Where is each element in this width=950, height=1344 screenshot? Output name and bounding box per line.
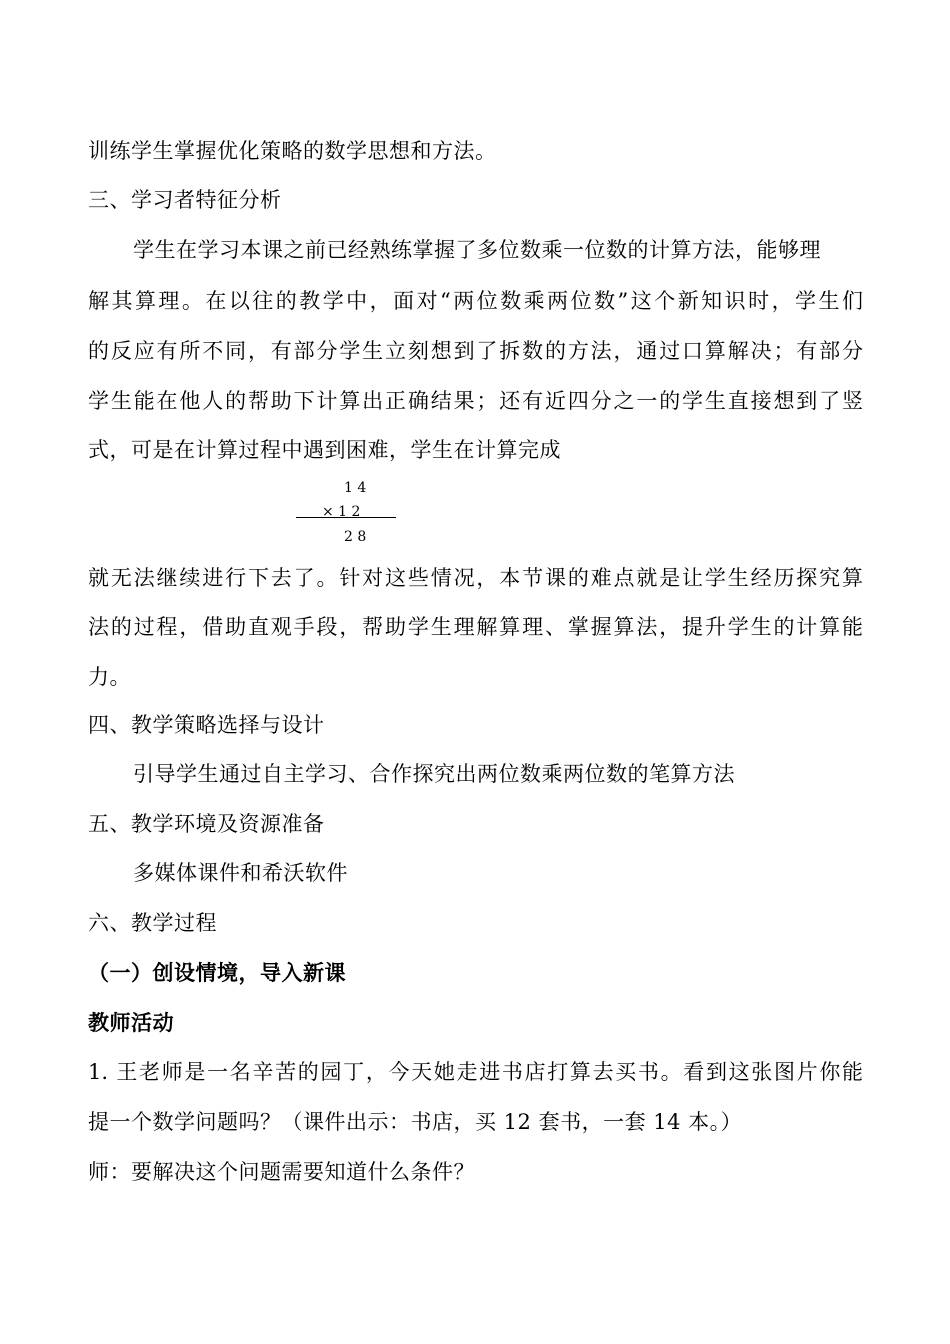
- paragraph-line: 就无法继续进行下去了。针对这些情况，本节课的难点就是让学生经历探究算: [88, 566, 863, 590]
- section-heading: 四、教学策略选择与设计: [88, 713, 325, 737]
- calc-divider-line: [296, 517, 396, 518]
- subsection-heading: （一）创设情境，导入新课: [88, 960, 346, 985]
- calc-multiplier: × 1 2: [322, 504, 361, 520]
- paragraph-line: 法的过程，借助直观手段，帮助学生理解算理、掌握算法，提升学生的计算能: [88, 615, 863, 639]
- paragraph-line: 1. 王老师是一名辛苦的园丁，今天她走进书店打算去买书。看到这张图片你能: [88, 1060, 863, 1084]
- paragraph-line: 解其算理。在以往的教学中，面对“两位数乘两位数”这个新知识时，学生们: [88, 289, 863, 313]
- paragraph-line: 学生能在他人的帮助下计算出正确结果；还有近四分之一的学生直接想到了竖: [88, 389, 863, 413]
- paragraph-line: 引导学生通过自主学习、合作探究出两位数乘两位数的笔算方法: [133, 762, 735, 786]
- subsection-heading: 教师活动: [88, 1010, 174, 1035]
- section-heading: 三、学习者特征分析: [88, 188, 282, 212]
- paragraph-line: 学生在学习本课之前已经熟练掌握了多位数乘一位数的计算方法，能够理: [133, 238, 821, 262]
- paragraph-line: 提一个数学问题吗？（课件出示：书店，买 12 套书，一套 14 本。）: [88, 1110, 743, 1134]
- paragraph-line: 多媒体课件和希沃软件: [133, 861, 348, 885]
- section-heading: 五、教学环境及资源准备: [88, 812, 325, 836]
- calc-multiplicand: 1 4: [344, 480, 367, 496]
- paragraph-line: 训练学生掌握优化策略的数学思想和方法。: [88, 139, 497, 163]
- paragraph-line: 师：要解决这个问题需要知道什么条件？: [88, 1160, 475, 1184]
- paragraph-line: 的反应有所不同，有部分学生立刻想到了拆数的方法，通过口算解决；有部分: [88, 339, 863, 363]
- calc-result: 2 8: [344, 529, 367, 545]
- section-heading: 六、教学过程: [88, 911, 217, 935]
- paragraph-line: 力。: [88, 665, 131, 689]
- paragraph-line: 式，可是在计算过程中遇到困难，学生在计算完成: [88, 438, 561, 462]
